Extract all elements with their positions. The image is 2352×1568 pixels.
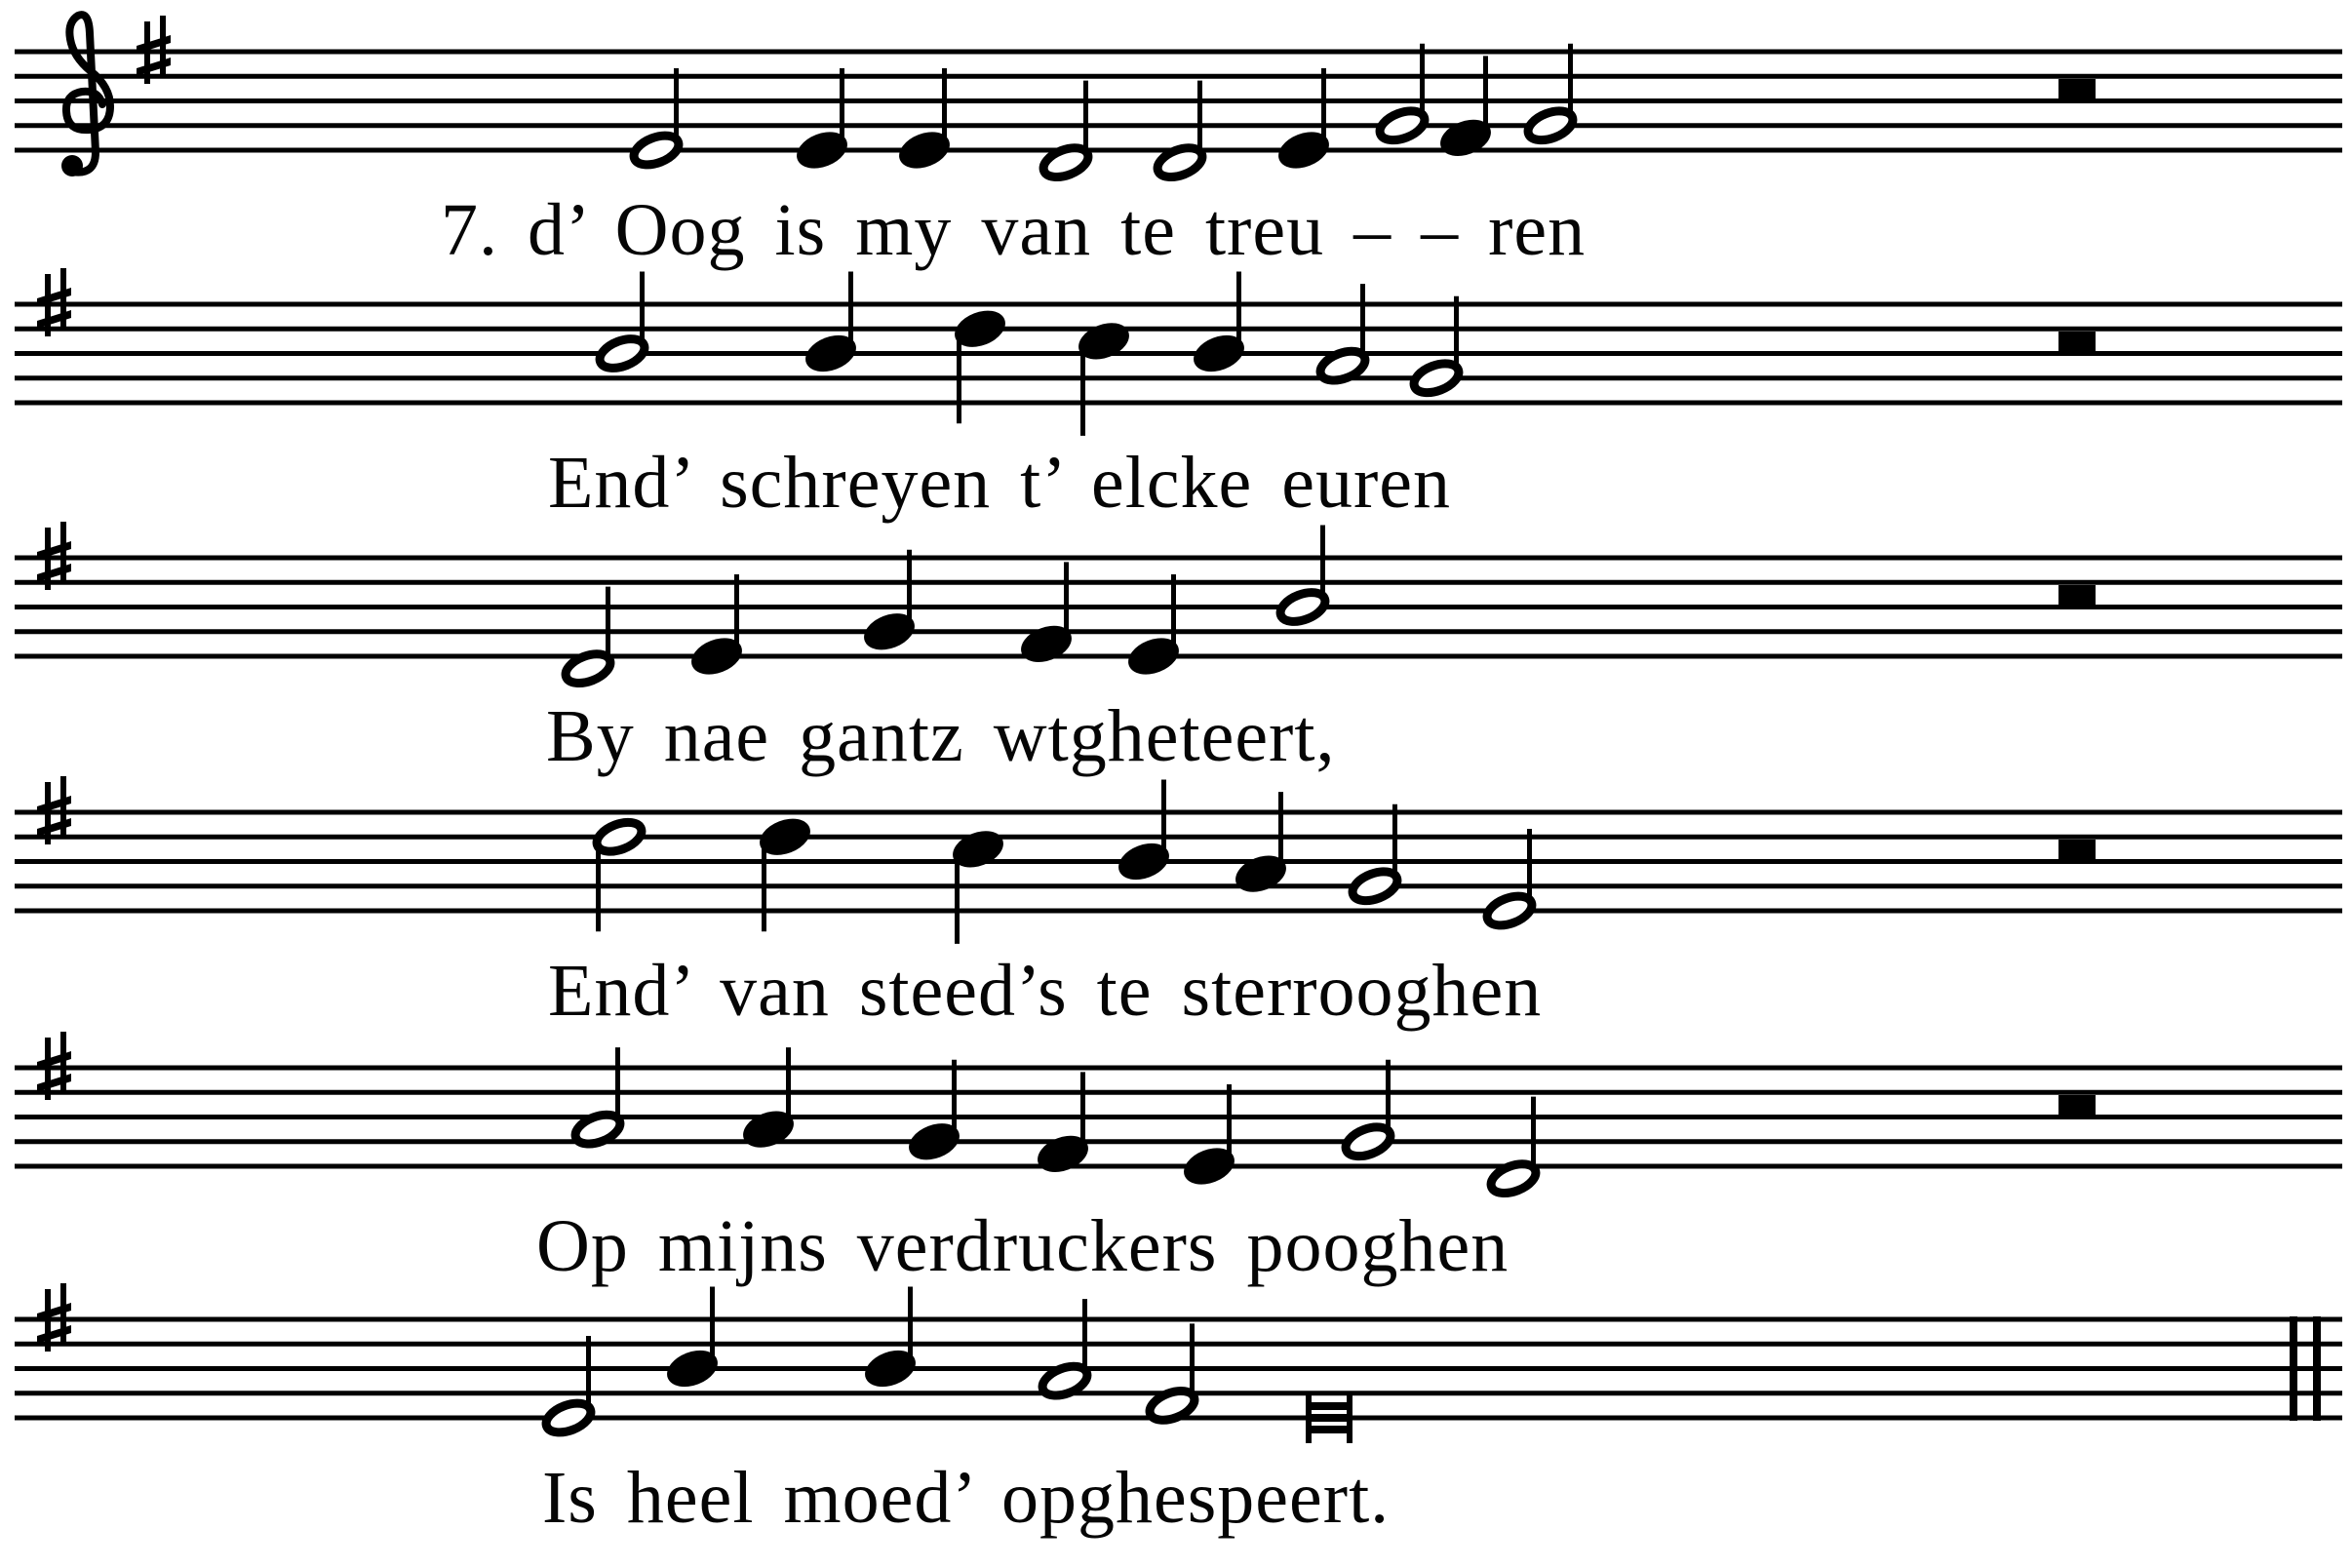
staff-line xyxy=(15,1139,2342,1144)
note-d5-quarter xyxy=(755,812,816,932)
note-e4-half xyxy=(1483,829,1536,931)
lyric-line-2: End’ schreyen t’ elcke euren xyxy=(548,442,1452,524)
note-g4-half xyxy=(1342,1060,1394,1162)
note-g4-quarter xyxy=(859,550,921,657)
lyric-line-1: 7. d’ Oog is my van te treu – – ren xyxy=(441,189,1587,271)
note-d5-half xyxy=(593,817,646,932)
note-g4-half xyxy=(1524,44,1577,146)
half-note-head xyxy=(1276,587,1329,627)
staff-line xyxy=(15,327,2342,332)
half-note-head xyxy=(1483,890,1536,930)
note-stem xyxy=(1080,343,1085,436)
half-note-head xyxy=(1410,358,1463,398)
note-fs4-quarter xyxy=(1435,56,1497,163)
note-stem xyxy=(957,331,961,423)
note-e4-quarter xyxy=(686,574,748,682)
note-e4-quarter xyxy=(894,68,956,176)
note-b4-half xyxy=(596,272,648,374)
note-g4-half xyxy=(1349,804,1401,907)
half-note-head xyxy=(1524,105,1577,145)
note-a4-quarter xyxy=(1231,792,1292,899)
half-note-head xyxy=(593,817,646,857)
staff-line xyxy=(15,1115,2342,1119)
staff-line xyxy=(15,1164,2342,1169)
note-b4-half xyxy=(1276,526,1329,628)
staff-line xyxy=(15,605,2342,609)
half-note-head xyxy=(1349,866,1401,906)
note-fs4-quarter xyxy=(1016,562,1078,669)
staff-line xyxy=(15,909,2342,914)
note-a4-half xyxy=(571,1047,624,1150)
staff-line xyxy=(15,835,2342,840)
staff-5 xyxy=(15,1032,2342,1198)
note-b4-quarter xyxy=(860,1287,921,1394)
lyric-line-3: By nae gantz wtgheteert, xyxy=(546,695,1336,777)
half-note-head xyxy=(1342,1121,1394,1161)
note-d5-quarter xyxy=(950,304,1011,424)
staff-line xyxy=(15,1317,2342,1322)
note-e4-quarter xyxy=(792,68,853,176)
staff-line xyxy=(15,351,2342,356)
staff-3 xyxy=(15,522,2342,688)
staff-line xyxy=(15,1090,2342,1095)
staff-line xyxy=(15,50,2342,55)
note-d4-half xyxy=(1154,81,1206,183)
note-e4-quarter xyxy=(1179,1084,1240,1192)
staff-line xyxy=(15,401,2342,406)
staff-line xyxy=(15,654,2342,659)
half-note-head xyxy=(1376,105,1429,145)
lyric-line-6: Is heel moed’ opghespeert. xyxy=(542,1457,1391,1539)
half-rest xyxy=(2058,840,2096,859)
staff-line xyxy=(15,1066,2342,1071)
note-stem xyxy=(762,839,766,931)
staff-line xyxy=(15,883,2342,888)
staff-1 xyxy=(15,15,2342,182)
half-note-head xyxy=(630,130,683,170)
longa-note xyxy=(1306,1392,1352,1443)
final-double-barline xyxy=(2313,1316,2321,1421)
staff-line xyxy=(15,580,2342,585)
note-e4-half xyxy=(542,1336,595,1438)
note-a4-quarter xyxy=(738,1047,800,1155)
half-note-head xyxy=(542,1397,595,1437)
staff-line xyxy=(15,629,2342,634)
half-rest xyxy=(2058,332,2096,351)
final-double-barline xyxy=(2290,1316,2297,1421)
half-note-head xyxy=(596,333,648,373)
note-b4-quarter xyxy=(1189,272,1250,379)
note-d4-half xyxy=(562,587,614,689)
staff-line xyxy=(15,1366,2342,1371)
note-a4-half xyxy=(1039,1299,1091,1401)
note-e4-quarter xyxy=(1274,68,1335,176)
note-d4-half xyxy=(1039,81,1092,183)
note-fs4-half xyxy=(1146,1323,1198,1426)
note-e4-quarter xyxy=(1123,574,1185,682)
staff-2 xyxy=(15,268,2342,436)
staff-line xyxy=(15,123,2342,128)
half-rest xyxy=(2058,79,2096,98)
note-fs4-quarter xyxy=(1033,1072,1094,1179)
staff-4 xyxy=(15,776,2342,944)
staff-6 xyxy=(15,1283,2342,1443)
note-b4-quarter xyxy=(801,272,862,379)
staff-line xyxy=(15,810,2342,815)
note-g4-half xyxy=(1410,296,1463,399)
staff-line xyxy=(15,98,2342,103)
note-a4-half xyxy=(1316,284,1369,386)
staff-line xyxy=(15,375,2342,380)
half-rest xyxy=(2058,1095,2096,1115)
note-e4-half xyxy=(630,68,683,171)
note-g4-half xyxy=(1376,44,1429,146)
staff-line xyxy=(15,302,2342,307)
note-stem xyxy=(955,851,960,944)
note-b4-quarter xyxy=(1114,780,1175,887)
lyric-line-5: Op mijns verdruckers pooghen xyxy=(536,1205,1509,1287)
staff-line xyxy=(15,859,2342,864)
half-rest xyxy=(2058,585,2096,605)
lyric-line-4: End’ van steed’s te sterrooghen xyxy=(548,950,1543,1032)
note-g4-quarter xyxy=(904,1060,965,1167)
note-d4-half xyxy=(1487,1097,1540,1199)
note-b4-quarter xyxy=(662,1287,724,1394)
staff-line xyxy=(15,556,2342,561)
staff-line xyxy=(15,1342,2342,1347)
staff-line xyxy=(15,74,2342,79)
